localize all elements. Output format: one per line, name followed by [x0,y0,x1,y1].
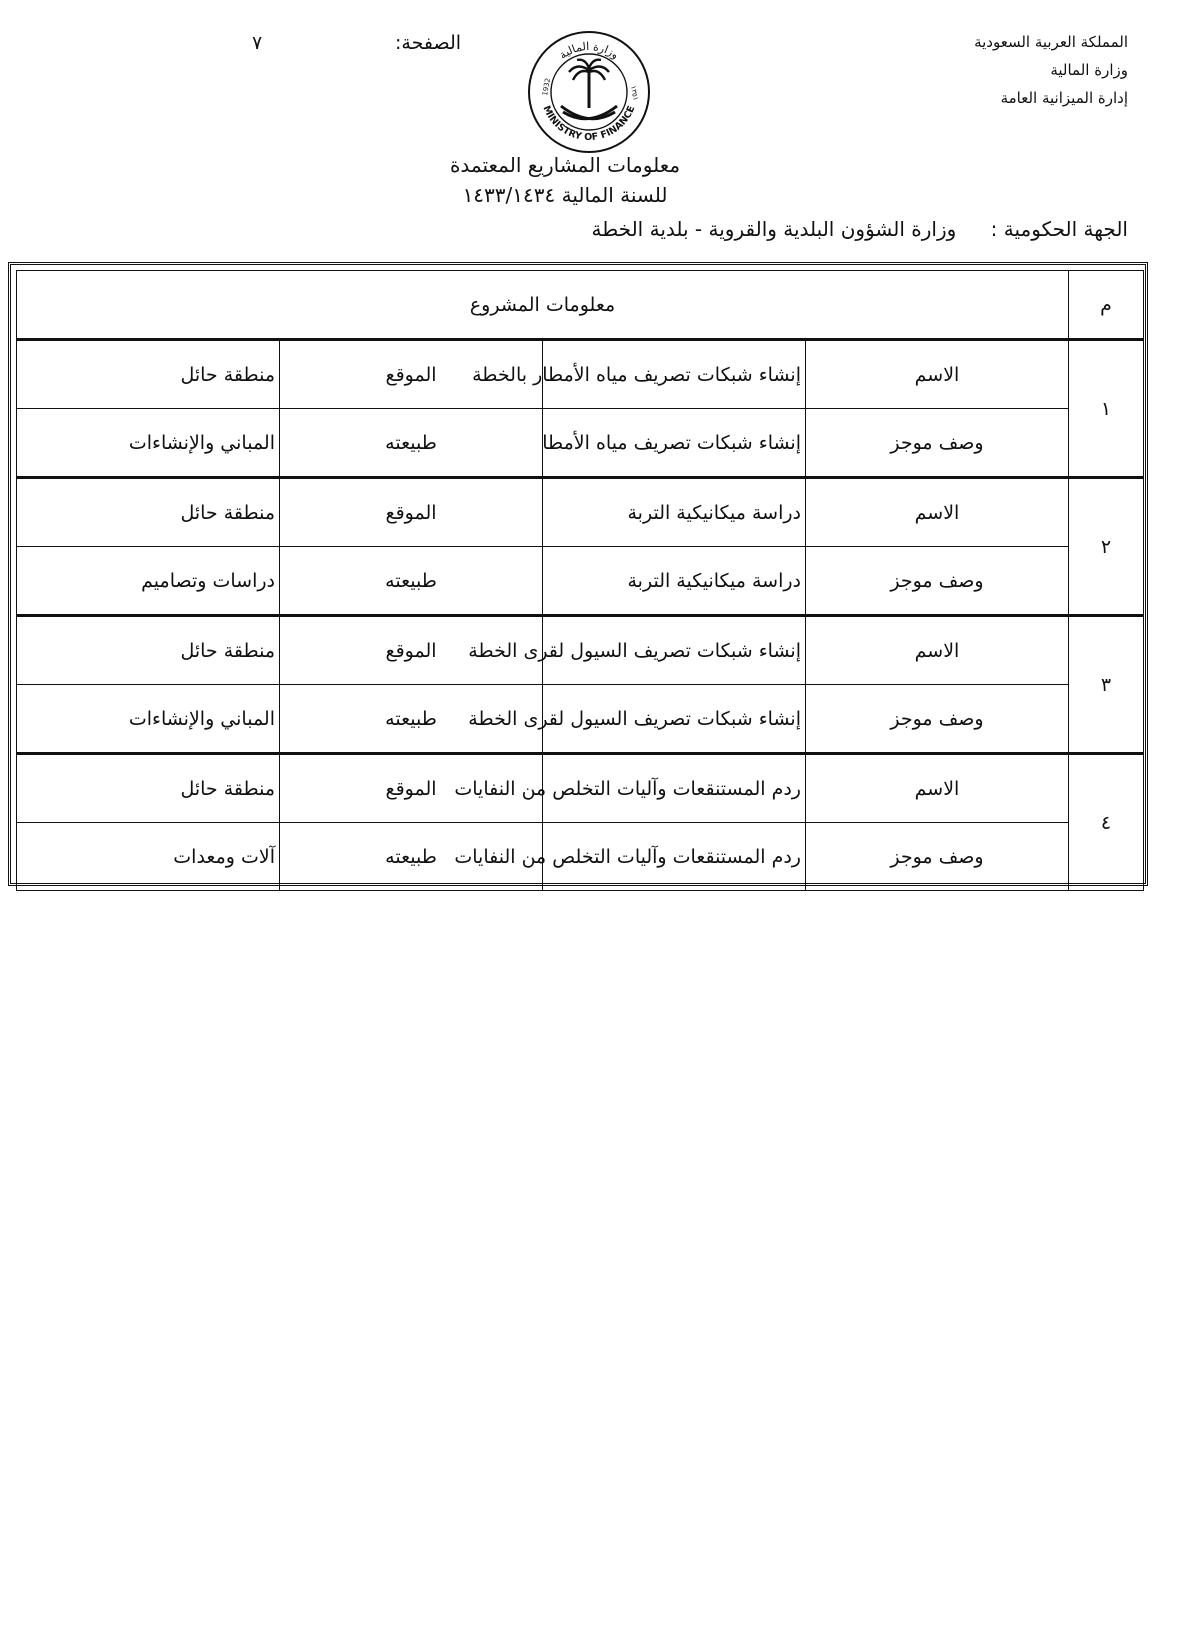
page-number: ٧ [252,32,263,54]
description-label: وصف موجز [806,409,1069,478]
project-name: ردم المستنقعات وآليات التخلص من النفايات [543,754,806,823]
seal-bottom-text: MINISTRY OF FINANCE [540,104,638,144]
title-line-2: للسنة المالية ١٤٣٣/١٤٣٤ [462,183,668,207]
project-nature: آلات ومعدات [17,823,280,891]
nature-label: طبيعته [280,685,543,754]
project-name: إنشاء شبكات تصريف السيول لقرى الخطة [543,616,806,685]
nature-label: طبيعته [280,823,543,891]
project-nature: دراسات وتصاميم [17,547,280,616]
location-label: الموقع [280,340,543,409]
seal-top-text: وزارة المالية [556,39,622,62]
table-row [17,409,1144,478]
location-label: الموقع [280,478,543,547]
title-line-1: معلومات المشاريع المعتمدة [449,153,681,177]
seal-year-left: 1932 [541,77,553,97]
page-label: الصفحة: [395,32,462,54]
table-row [17,478,1144,547]
government-entity [592,217,1128,241]
project-nature: المباني والإنشاءات [17,409,280,478]
projects-table [16,270,1144,891]
table-row [17,823,1144,891]
ministry-name: وزارة المالية [1050,61,1128,79]
project-description: إنشاء شبكات تصريف السيول لقرى الخطة [543,685,806,754]
project-description: ردم المستنقعات وآليات التخلص من النفايات [543,823,806,891]
seal-year-right: ١٣٥١ [629,84,640,102]
project-number: ٢ [1069,478,1144,616]
project-number: ٣ [1069,616,1144,754]
table-header-row [17,271,1144,340]
project-nature: المباني والإنشاءات [17,685,280,754]
project-location: منطقة حائل [17,478,280,547]
column-header-number: م [1069,271,1144,340]
table-row [17,754,1144,823]
project-name: دراسة ميكانيكية التربة [543,478,806,547]
project-location: منطقة حائل [17,340,280,409]
project-location: منطقة حائل [17,754,280,823]
description-label: وصف موجز [806,685,1069,754]
description-label: وصف موجز [806,823,1069,891]
table-row [17,616,1144,685]
name-label: الاسم [806,616,1069,685]
project-number: ١ [1069,340,1144,478]
project-location: منطقة حائل [17,616,280,685]
name-label: الاسم [806,754,1069,823]
name-label: الاسم [806,478,1069,547]
table-row [17,340,1144,409]
project-number: ٤ [1069,754,1144,891]
letterhead [868,28,1128,112]
document-title [420,150,710,210]
nature-label: طبيعته [280,409,543,478]
entity-value: وزارة الشؤون البلدية والقروية - بلدية الخطة [591,217,957,241]
project-description: إنشاء شبكات تصريف مياه الأمطا [543,409,806,478]
nature-label: طبيعته [280,547,543,616]
ministry-seal-icon [525,28,653,156]
table-row [17,547,1144,616]
column-header-project-info: معلومات المشروع [17,271,1069,340]
department-name: إدارة الميزانية العامة [1000,89,1128,107]
name-label: الاسم [806,340,1069,409]
table-row [17,685,1144,754]
entity-label: الجهة الحكومية : [990,217,1128,241]
location-label: الموقع [280,616,543,685]
project-description: دراسة ميكانيكية التربة [543,547,806,616]
description-label: وصف موجز [806,547,1069,616]
svg-text:وزارة المالية [557,40,621,62]
project-name: إنشاء شبكات تصريف مياه الأمطار بالخطة [543,340,806,409]
country-name: المملكة العربية السعودية [974,33,1128,51]
location-label: الموقع [280,754,543,823]
